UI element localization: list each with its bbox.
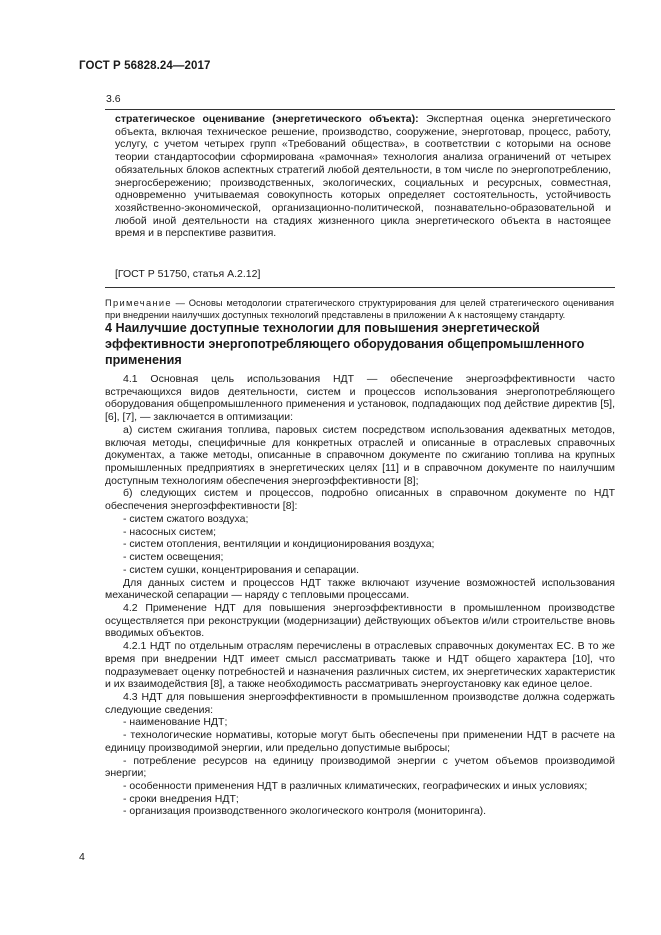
definition-source: [ГОСТ Р 51750, статья А.2.12] (115, 268, 261, 280)
page-number: 4 (79, 851, 85, 863)
list-item: - систем отопления, вентиляции и кондиционирования воздуха; (123, 538, 435, 551)
paragraph-b: б) следующих систем и процессов, подробно описанных в справочном документе по НДТ обеспечения энергоэффективности [8]: (105, 487, 615, 513)
list-item: - систем сжатого воздуха; (123, 512, 249, 525)
section-title: 4 Наилучшие доступные технологии для повышения энергетической эффективности энергопотребляющего оборудования общепромышленного применения (105, 321, 585, 367)
definition-number: 3.6 (106, 93, 121, 105)
list-item: - систем сушки, концентрирования и сепарации. (123, 563, 360, 576)
paragraph-4-2-1: 4.2.1 НДТ по отдельным отраслям перечислены в отраслевых справочных документах ЕС. В то же время при внедрении НДТ имеет смысл рассматривать также и НДТ общего характера [10], что подразумевает оценку потребностей и назначения различных систем, их энергетических характеристик и их взаимодействия [8], а также необходимость рассматривать энергоустановку как единое целое. (105, 640, 615, 691)
note-label: Примечание (105, 298, 172, 308)
paragraph-a: а) систем сжигания топлива, паровых систем посредством использования адекватных методов, включая методы, специфичные для конкретных отраслей и описанные в отраслевых справочных документах, а также методы, описанные в справочном документе по сжиганию топлива на крупных промышленных предприятиях в энергетических целях [11] и в справочном документе по наилучшим доступным технологиям обеспечения энергоэффективности [8]; (105, 423, 615, 487)
list-item: - потребление ресурсов на единицу производимой энергии с учетом объемов производимой энергии; (105, 754, 615, 780)
paragraph-4-1: 4.1 Основная цель использования НДТ — обеспечение энергоэффективности часто встречающихся видов деятельности, систем и процессов использования энергопотребляющего оборудования общепромышленного применения и установок, подпадающих под действие директив [5], [6], [7], — заключается в оптимизации: (105, 373, 615, 424)
definition-body: Экспертная оценка энергетического объекта, включая техническое решение, производство, сооружение, энерготовар, процесс, работу, услугу, с учетом четырех групп «Требований общества», в соответствии с которыми на основе теории стандартософии сформирована «рамочная» технология анализа ограничений от четырех обязательных блоков аспектных стратегий любой деятельности, в том числе по энергопотреблению, энергосбережению; производственных, экологических, социальных и ресурсных, совместная, одновременно учитываемая совокупность которых определяет состоятельность, устойчивость хозяйственно-экономической, организационно-политической, познавательно-образовательной и любой иной деятельности на стадиях жизненного цикла энергетического объекта в настоящее время и в перспективе развития. (115, 113, 611, 240)
paragraph-separation: Для данных систем и процессов НДТ также включают изучение возможностей использования механической сепарации — наряду с тепловыми процессами. (105, 576, 615, 602)
list-item: - особенности применения НДТ в различных климатических, географических и иных условиях; (123, 780, 588, 792)
paragraph-4-2: 4.2 Применение НДТ для повышения энергоэффективности в промышленном производстве осуществляется при реконструкции (модернизации) действующих объектов и/или строительстве вновь вводимых объектов. (105, 601, 615, 640)
list-item: - сроки внедрения НДТ; (123, 792, 239, 805)
note-text: — Основы методологии стратегического структурирования для целей стратегического оценивания при внедрении наилучших доступных технологий представлены в приложении А к настоящему стандарту. (105, 298, 614, 321)
list-item: - технологические нормативы, которые могут быть обеспечены при применении НДТ в расчете на единицу производимой энергии, или предельно допустимые выбросы; (105, 729, 615, 754)
standard-header: ГОСТ Р 56828.24—2017 (79, 60, 211, 72)
section-body (105, 373, 615, 818)
definition-term: стратегическое оценивание (энергетического объекта): (115, 113, 419, 125)
note (105, 297, 614, 322)
list-item: - наименование НДТ; (123, 716, 228, 729)
list-item: - систем освещения; (123, 551, 224, 564)
definition-text (115, 113, 611, 240)
paragraph-4-3: 4.3 НДТ для повышения энергоэффективности в промышленном производстве должна содержать следующие сведения: (105, 690, 615, 716)
list-item: - организация производственного экологического контроля (мониторинга). (123, 805, 487, 818)
list-item: - насосных систем; (123, 525, 217, 538)
